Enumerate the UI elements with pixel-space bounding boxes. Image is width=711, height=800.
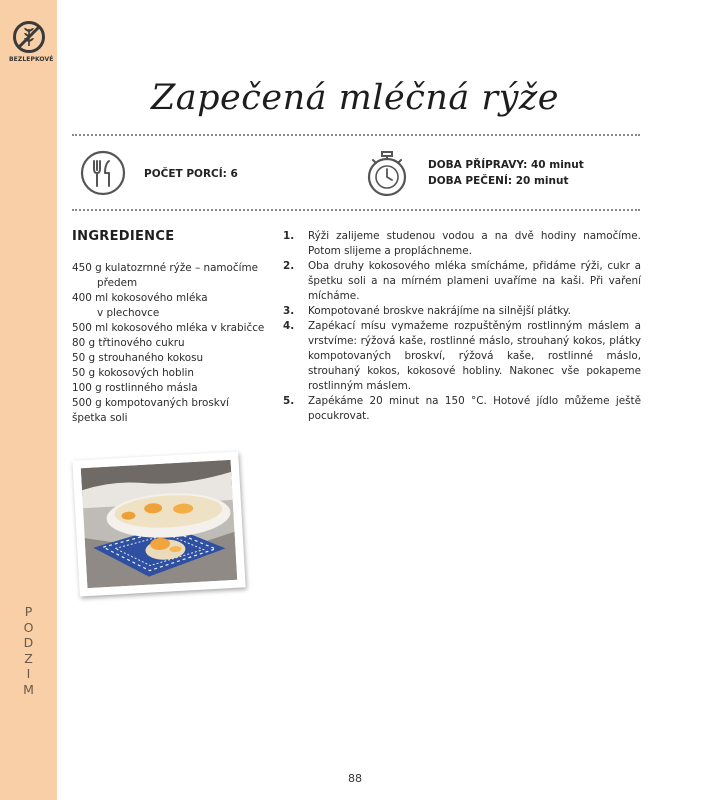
ingredient-item: 400 ml kokosového mléka	[72, 292, 208, 304]
step-text: Zapékací mísu vymažeme rozpuštěným rostlinným máslem a vrstvíme: rýžová kaše, rostlinné máslo, strouhaný kokos, plátky kompotovaných broskví, rýžová kaše, rostlinné máslo, strouhaný kokos, kokosové hobliny. Nakonec vše pokapeme rostlinným máslem.	[308, 320, 641, 392]
ingredient-item: 500 g kompotovaných broskví	[72, 397, 229, 409]
recipe-title: Zapečená mléčná rýže	[150, 78, 560, 118]
no-gluten-icon	[12, 20, 46, 54]
step-number: 1.	[283, 230, 295, 242]
step-text: Rýži zalijeme studenou vodou a na dvě hodiny namočíme. Potom slijeme a propláchneme.	[308, 230, 641, 257]
instructions-list	[283, 229, 641, 424]
divider	[72, 209, 640, 211]
ingredient-item: 100 g rostlinného másla	[72, 382, 198, 394]
step-text: Oba druhy kokosového mléka smícháme, přidáme rýži, cukr a špetku soli a na mírném plameni uvaříme na kaši. Při vaření mícháme.	[308, 260, 641, 302]
dish-photo-image	[81, 460, 237, 588]
step-item	[283, 394, 641, 424]
ingredient-item: 450 g kulatozrnné rýže – namočíme	[72, 262, 259, 274]
time-info	[428, 157, 584, 189]
step-number: 5.	[283, 395, 295, 407]
season-letter: D	[23, 635, 34, 651]
step-item	[283, 319, 641, 394]
ingredient-item: 80 g třtinového cukru	[72, 337, 185, 349]
ingredient-item: 500 ml kokosového mléka v krabičce	[72, 322, 265, 334]
badge-label: BEZLEPKOVÉ	[9, 56, 54, 63]
season-letter: P	[24, 604, 33, 619]
bake-time: DOBA PEČENÍ: 20 minut	[428, 175, 569, 187]
step-text: Kompotované broskve nakrájíme na silnější plátky.	[308, 305, 571, 317]
step-text: Zapékáme 20 minut na 150 °C. Hotové jídlo můžeme ještě pocukrovat.	[308, 395, 641, 422]
step-item	[283, 304, 641, 319]
stopwatch-icon	[366, 150, 408, 198]
ingredient-item: 50 g strouhaného kokosu	[72, 352, 204, 364]
season-letter: Z	[24, 650, 33, 666]
season-label	[0, 604, 57, 698]
divider	[72, 134, 640, 136]
season-letter: I	[26, 666, 31, 682]
step-item	[283, 229, 641, 259]
gluten-free-badge	[9, 20, 54, 63]
ingredients-heading: INGREDIENCE	[72, 229, 175, 244]
step-item	[283, 259, 641, 304]
ingredient-item: špetka soli	[72, 412, 128, 424]
season-letter: O	[23, 619, 34, 635]
prep-time: DOBA PŘÍPRAVY: 40 minut	[428, 159, 584, 171]
step-number: 4.	[283, 320, 295, 332]
page-number: 88	[348, 772, 362, 785]
ingredient-item: v plechovce	[97, 307, 160, 319]
step-number: 2.	[283, 260, 295, 272]
sidebar	[0, 0, 57, 800]
fork-knife-icon	[80, 150, 126, 196]
recipe-photo	[72, 451, 245, 596]
ingredients-list	[72, 261, 272, 426]
ingredient-item: 50 g kokosových hoblin	[72, 367, 194, 379]
season-letter: M	[23, 681, 34, 697]
ingredient-item: předem	[97, 277, 138, 289]
servings: POČET PORCÍ: 6	[144, 168, 238, 180]
step-number: 3.	[283, 305, 295, 317]
